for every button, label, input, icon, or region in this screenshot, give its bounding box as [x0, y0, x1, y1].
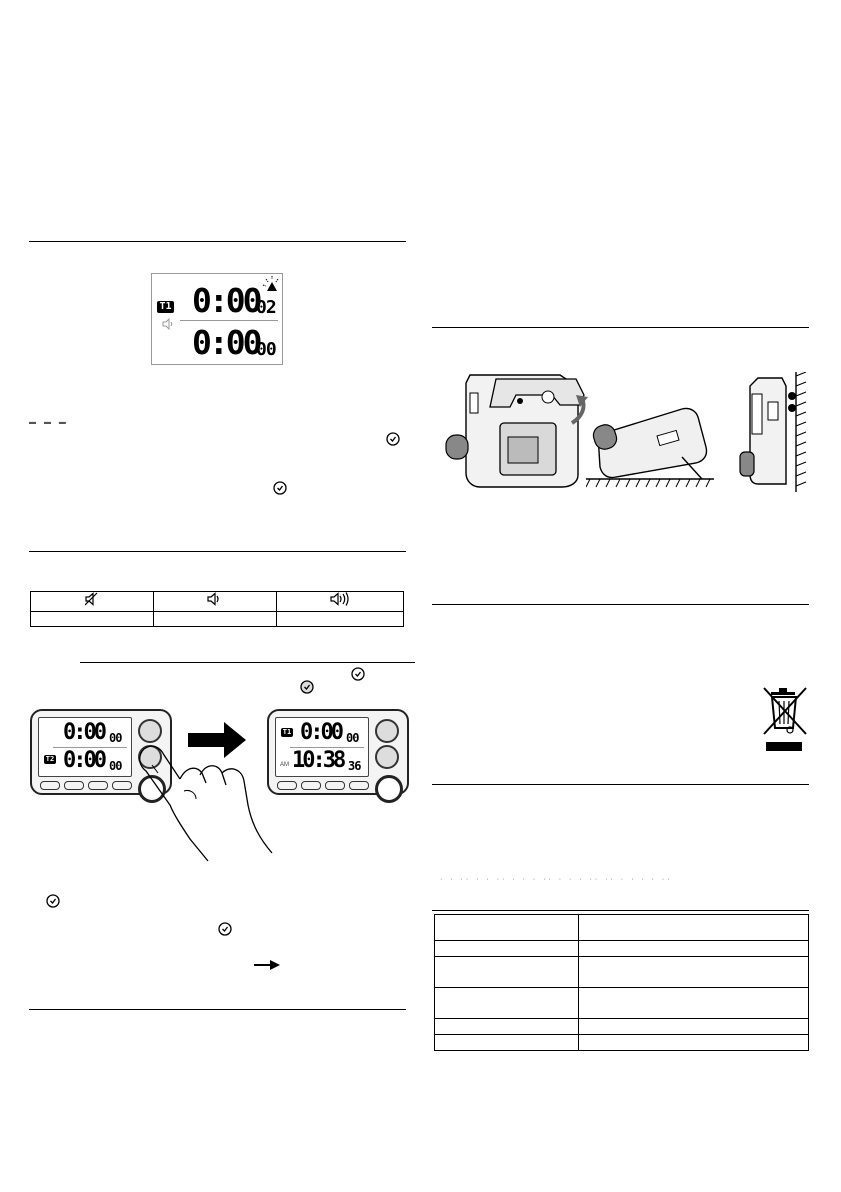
table-row	[435, 1019, 809, 1035]
faint-text: · · ·· · · ·· · · · ·· · · · ·· ·· · · · · ··	[440, 876, 673, 883]
table-cell	[579, 957, 809, 988]
device-top-time: 0:00	[63, 720, 104, 745]
lcd-top-seconds: 02	[256, 297, 276, 318]
device-top-time: 0:00	[300, 720, 341, 745]
clock-icon	[218, 922, 232, 936]
timer-badge: T2	[45, 755, 55, 763]
specification-table	[434, 914, 809, 1051]
section-divider	[432, 910, 809, 911]
table-row	[435, 941, 809, 957]
device-pill-button[interactable]	[40, 781, 60, 790]
table-row	[435, 957, 809, 988]
speaker-icon	[162, 318, 174, 330]
device-screen	[275, 717, 369, 777]
table-cell	[579, 915, 809, 941]
section-divider	[432, 784, 809, 785]
table-cell	[435, 1035, 579, 1051]
right-arrow-icon	[188, 722, 246, 758]
device-pill-button[interactable]	[301, 781, 321, 790]
speaker-high-cell	[277, 592, 404, 612]
device-pill-button[interactable]	[88, 781, 108, 790]
clock-icon	[300, 680, 314, 694]
section-divider	[29, 241, 406, 242]
table-row	[435, 988, 809, 1019]
table-cell	[579, 1019, 809, 1035]
device-pill-button[interactable]	[349, 781, 369, 790]
am-label: AM	[280, 762, 289, 768]
sound-level-table	[30, 591, 404, 627]
clock-icon	[273, 481, 287, 495]
timer-badge: T1	[282, 728, 292, 736]
clock-icon	[46, 894, 60, 908]
table-cell	[435, 1019, 579, 1035]
small-right-arrow-icon	[254, 959, 280, 971]
table-row	[435, 915, 809, 941]
table-cell	[579, 988, 809, 1019]
table-cell	[435, 988, 579, 1019]
lcd-separator	[180, 320, 278, 321]
device-pill-button[interactable]	[112, 781, 132, 790]
device-bottom-time: 0:00	[63, 748, 104, 773]
timer-badge: T1	[157, 301, 174, 313]
table-cell	[435, 957, 579, 988]
lcd-display	[151, 273, 283, 365]
device-bottom-seconds: 36	[348, 759, 361, 773]
table-cell	[435, 941, 579, 957]
device-pill-button[interactable]	[277, 781, 297, 790]
lcd-bottom-time: 0:00	[192, 323, 260, 362]
speaker-low-cell	[154, 592, 277, 612]
lcd-bottom-seconds: 00	[256, 339, 276, 360]
table-row	[435, 1035, 809, 1051]
speaker-high-icon	[330, 592, 350, 606]
speaker-muted-icon	[85, 592, 99, 606]
weee-crossed-bin-icon	[761, 684, 811, 754]
faint-text: ▬ ▬ ▬	[29, 419, 69, 426]
table-cell	[435, 915, 579, 941]
timer-device-right	[267, 709, 409, 795]
table-cell	[31, 612, 154, 627]
lcd-top-time: 0:00	[192, 281, 260, 320]
device-bottom-time: 10:38	[292, 748, 344, 773]
device-pill-button[interactable]	[325, 781, 345, 790]
clock-icon	[386, 432, 400, 446]
table-cell	[277, 612, 404, 627]
section-divider	[432, 604, 809, 605]
clock-icon	[351, 667, 365, 681]
section-divider	[432, 327, 809, 328]
table-row	[31, 592, 404, 612]
table-cell	[154, 612, 277, 627]
desk-stand-illustration	[586, 405, 718, 490]
device-top-seconds: 00	[346, 731, 359, 745]
stand-unfold-illustration	[440, 365, 590, 490]
section-divider	[80, 662, 415, 663]
device-screen	[38, 717, 132, 777]
wall-mount-illustration	[738, 372, 810, 492]
table-row	[31, 612, 404, 627]
section-divider	[29, 1009, 406, 1010]
alarm-bell-icon	[262, 276, 282, 296]
speaker-low-icon	[207, 592, 223, 606]
section-divider	[29, 551, 406, 552]
device-dial[interactable]	[375, 775, 403, 803]
device-button[interactable]	[375, 745, 399, 769]
device-pill-button[interactable]	[64, 781, 84, 790]
device-top-seconds: 00	[109, 731, 122, 745]
speaker-muted-cell	[31, 592, 154, 612]
table-cell	[579, 1035, 809, 1051]
device-bottom-seconds: 00	[109, 759, 122, 773]
table-cell	[579, 941, 809, 957]
device-button[interactable]	[375, 719, 399, 743]
